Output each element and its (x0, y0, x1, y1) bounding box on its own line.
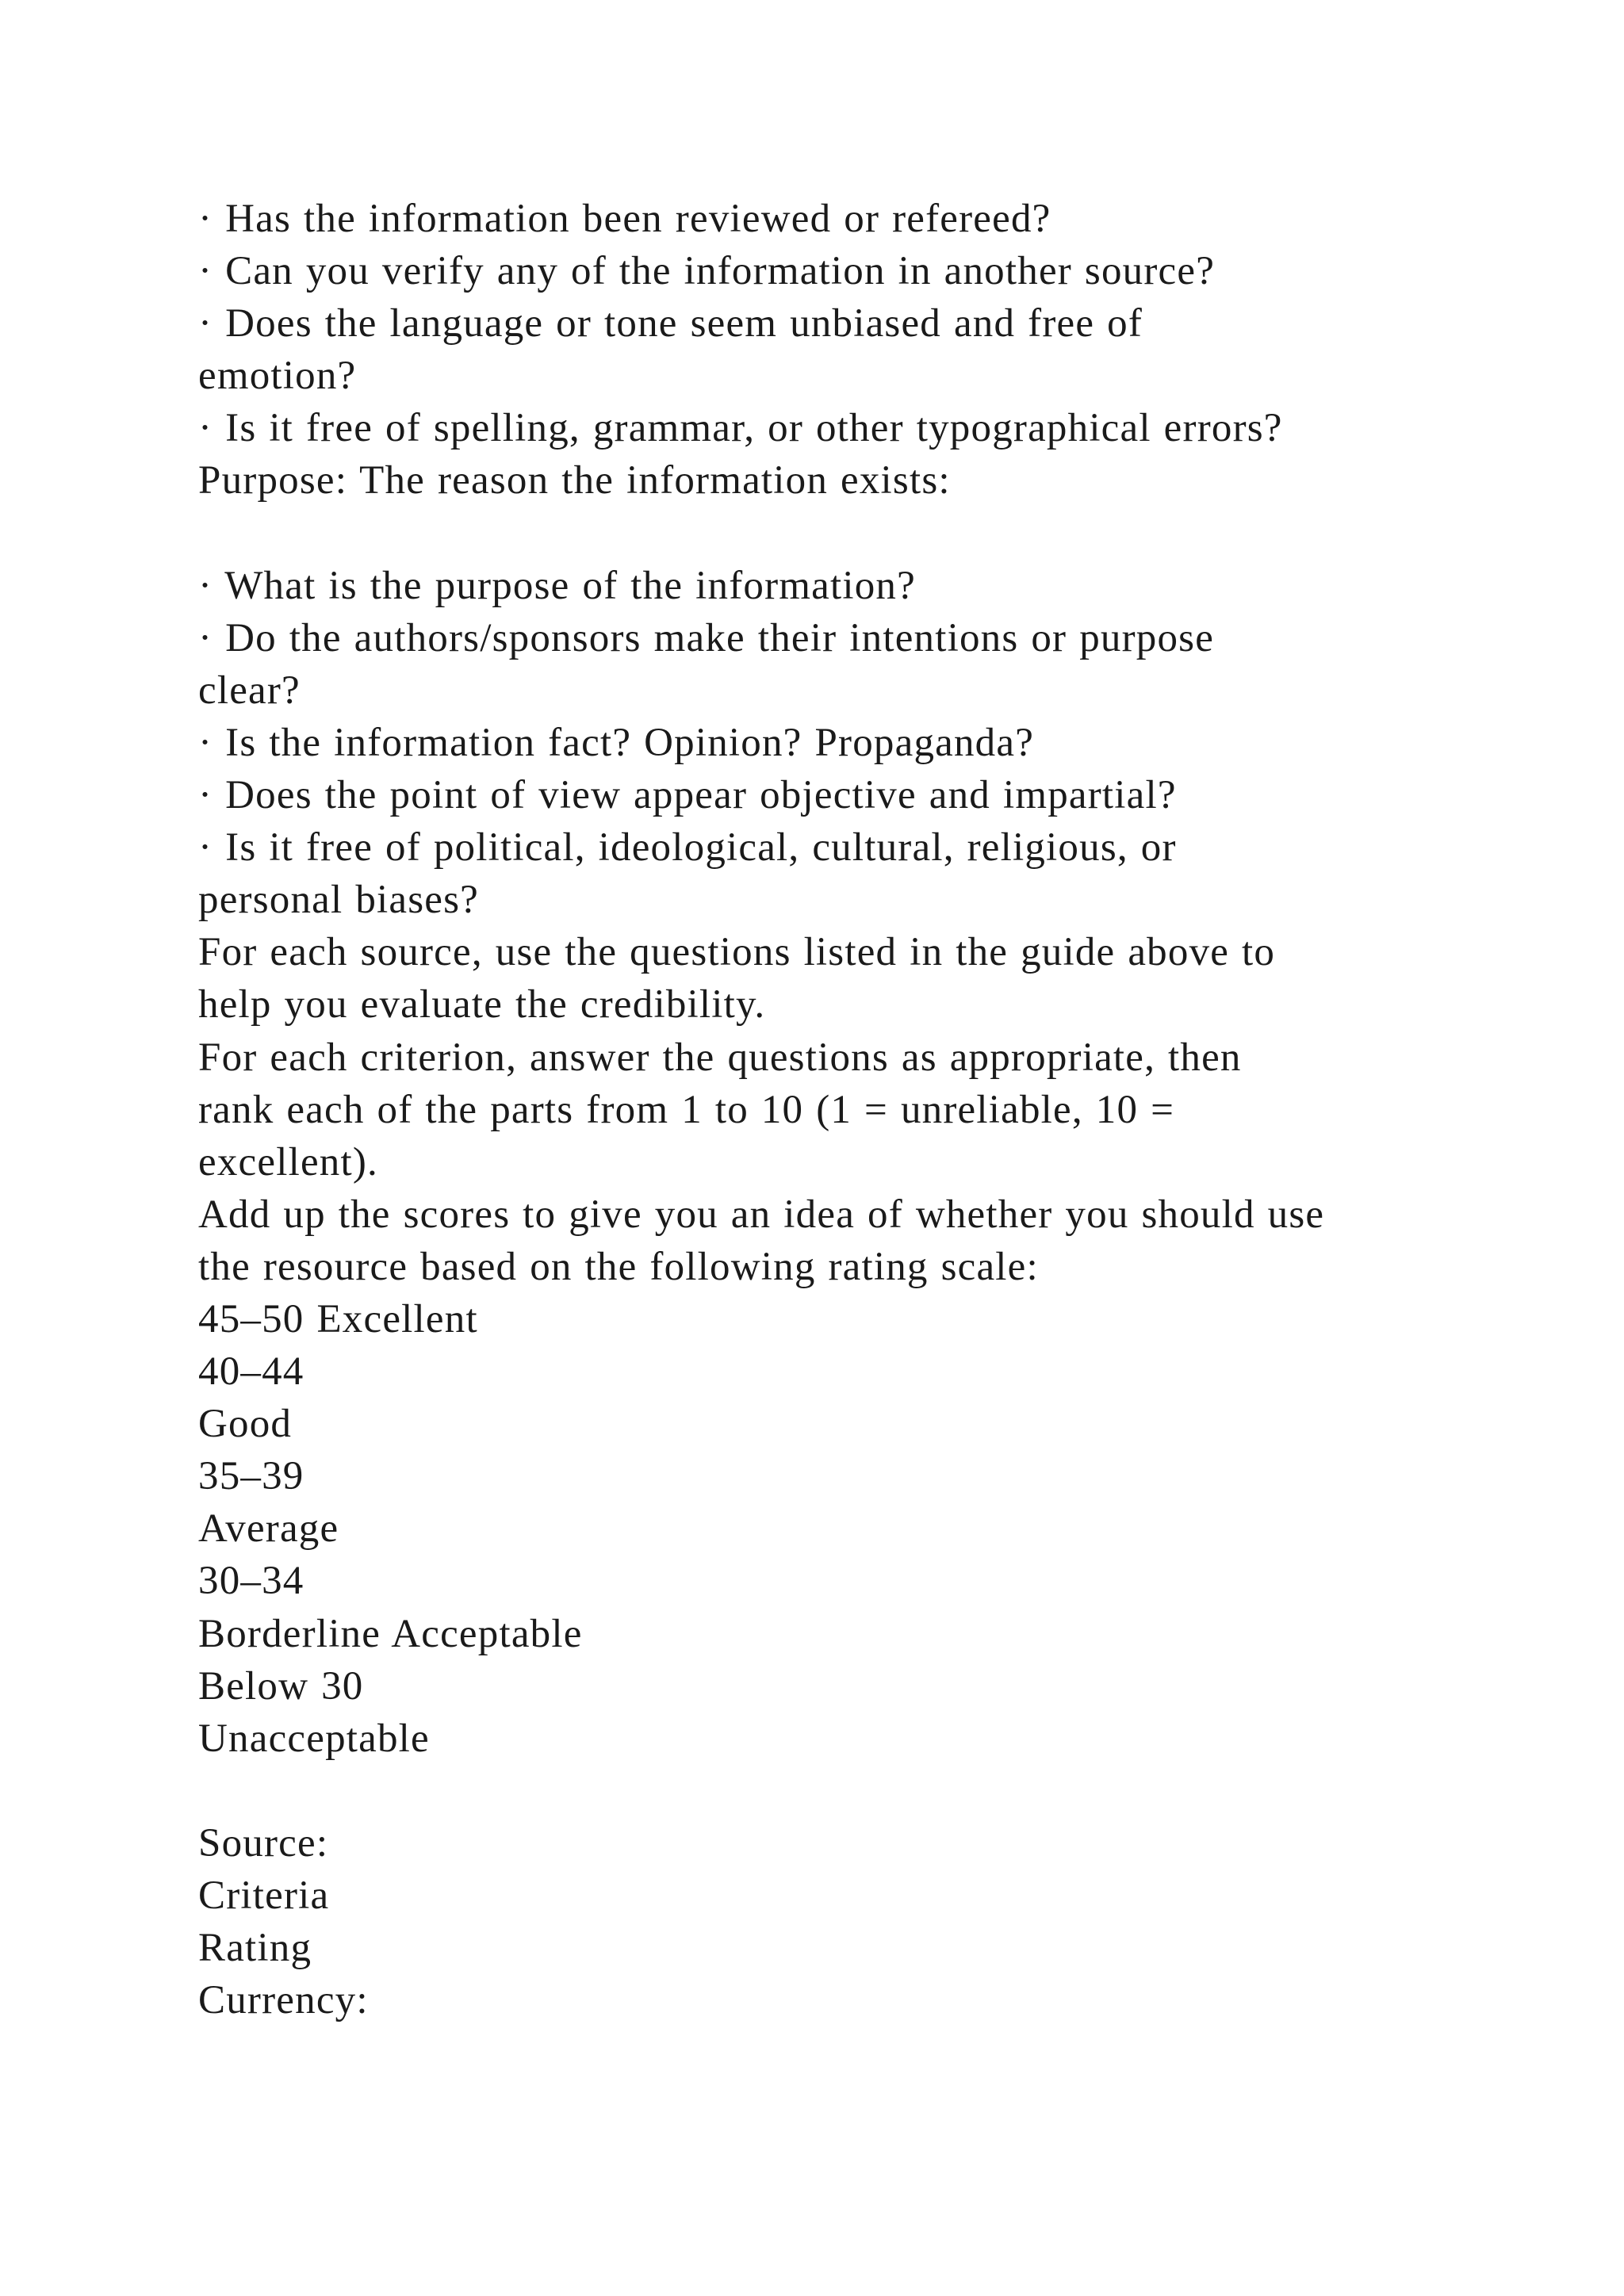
text-line: clear? (198, 668, 301, 713)
rating-scale-line: 40–44 (198, 1349, 304, 1395)
text-line: · Does the point of view appear objective and impartial? (198, 773, 1177, 818)
text-line: · Is it free of spelling, grammar, or other typographical errors? (198, 406, 1283, 451)
rating-scale-line: Below 30 (198, 1663, 364, 1709)
rating-scale-line: 45–50 Excellent (198, 1296, 478, 1341)
section-heading-purpose: Purpose: The reason the information exists: (198, 458, 951, 503)
rating-scale-line: 35–39 (198, 1454, 304, 1499)
text-line: · Do the authors/sponsors make their intentions or purpose (198, 615, 1215, 660)
rating-scale-line: Borderline Acceptable (198, 1611, 583, 1656)
text-line: excellent). (198, 1139, 378, 1184)
text-line: · Is the information fact? Opinion? Propaganda? (198, 720, 1035, 765)
text-line: · What is the purpose of the information? (198, 563, 916, 608)
text-line: Add up the scores to give you an idea of whether you should use (198, 1192, 1325, 1237)
rating-scale-line: Unacceptable (198, 1716, 430, 1761)
document-body (198, 193, 1507, 2026)
text-line: · Has the information been reviewed or refereed? (198, 197, 1051, 241)
text-line: For each criterion, answer the questions as appropriate, then (198, 1035, 1242, 1080)
text-line: help you evaluate the credibility. (198, 982, 766, 1027)
blank-line (198, 507, 1507, 560)
text-line: For each source, use the questions listed in the guide above to (198, 930, 1276, 975)
table-label-rating: Rating (198, 1926, 312, 1971)
text-line: · Does the language or tone seem unbiased and free of (198, 301, 1143, 346)
text-line: the resource based on the following rating scale: (198, 1244, 1039, 1289)
table-label-source: Source: (198, 1820, 329, 1866)
text-line: personal biases? (198, 878, 479, 923)
text-line: emotion? (198, 354, 357, 399)
text-line: · Is it free of political, ideological, cultural, religious, or (198, 825, 1177, 871)
text-line: · Can you verify any of the information in another source? (198, 249, 1216, 294)
table-label-criteria: Criteria (198, 1873, 330, 1918)
text-line: rank each of the parts from 1 to 10 (1 = unreliable, 10 = (198, 1087, 1175, 1132)
rating-scale-line: 30–34 (198, 1559, 304, 1604)
blank-line (198, 1765, 1507, 1817)
rating-scale-line: Average (198, 1506, 339, 1552)
rating-scale-line: Good (198, 1402, 293, 1447)
table-label-currency: Currency: (198, 1978, 369, 2023)
